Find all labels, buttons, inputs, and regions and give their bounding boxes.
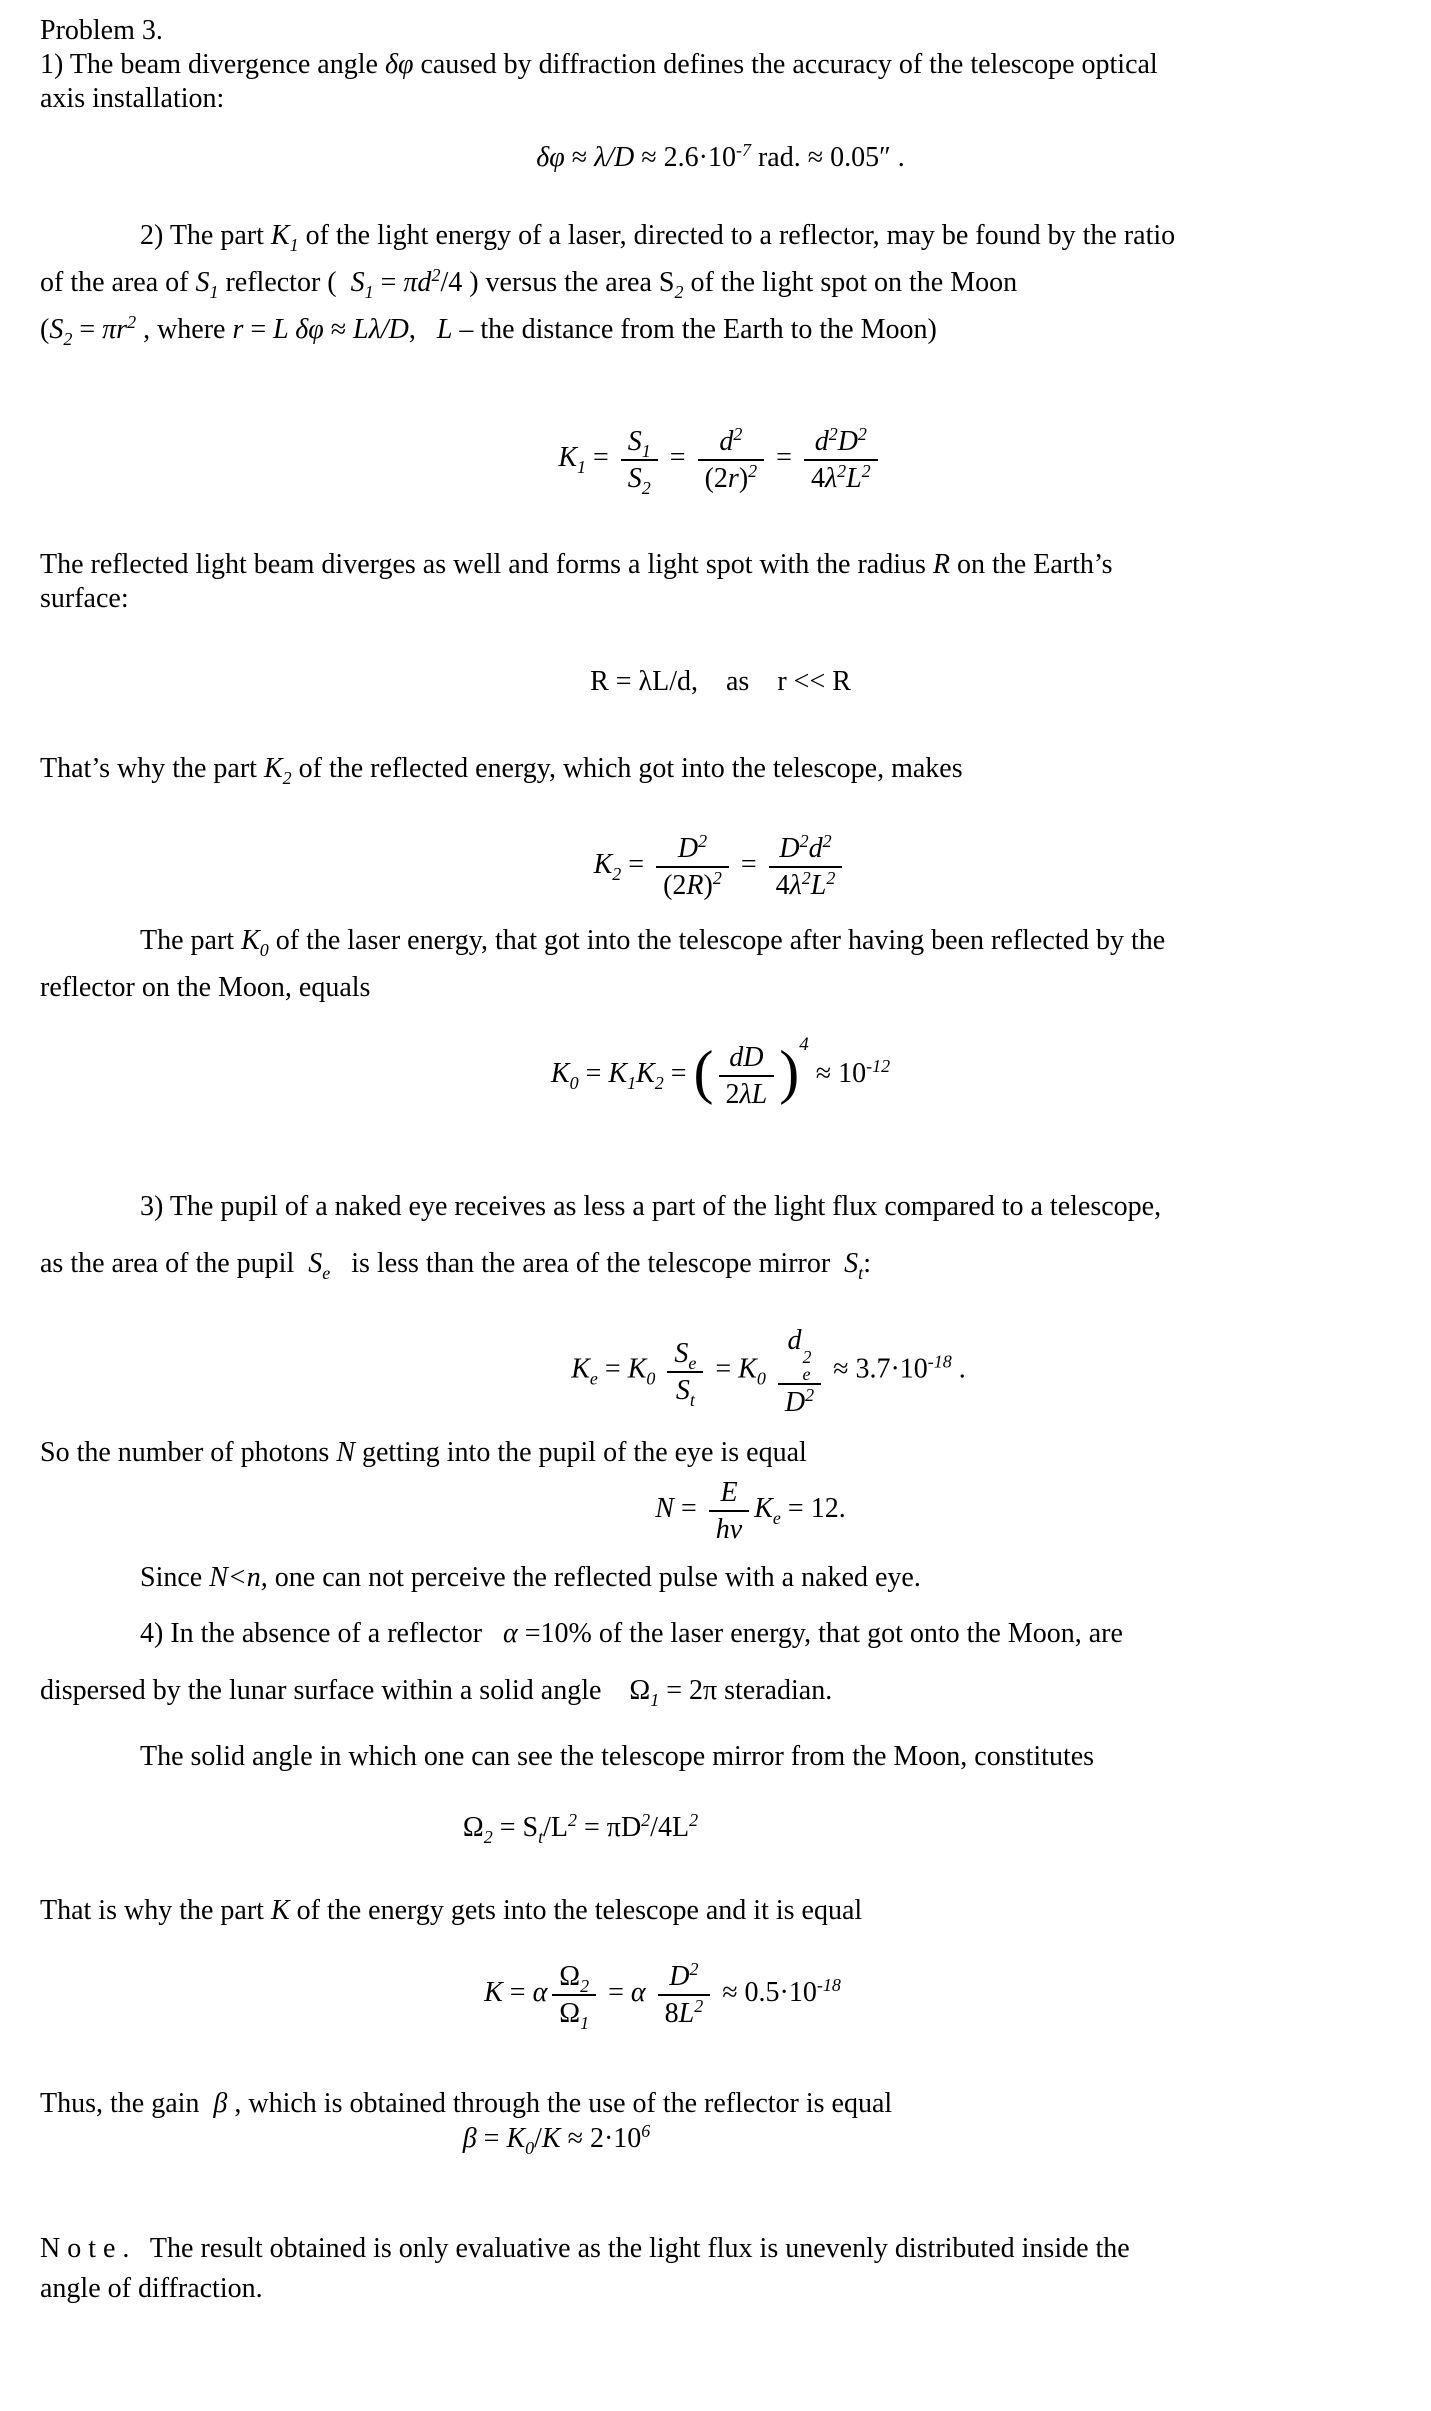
formula-r: R = λL/d, as r << R [590,666,851,697]
formula-k2: $K_2$ = $\frac{D^2}{(2R)^2}$ = $\frac{D^2d^2}{4\lambda^2L^2}$ [40,830,1401,903]
para-3-pupil: 3) The pupil of a naked eye receives as less a part of the light flux compared to a telescope, as the area of the pupil $S_e$ is less than the area of the telescope mirror $S_t$: [40,1191,1162,1283]
formula-beta: $\beta = K_0/K \approx 2\cdot 10^6$ [462,2121,651,2158]
para-4-absence: 4) In the absence of a reflector α =10% of the laser energy, that got onto the Moon, are dispersed by the lunar surface within a solid angle $\Omega_1 = 2\pi$ steradian. [40,1618,1123,1710]
problem-title: Problem 3. [40,15,163,46]
para-since: Since N<n, one can not perceive the reflected pulse with a naked eye. [140,1562,921,1593]
formula-ke: $K_e = K_0$ $\frac{S_e}{S_t}$ = $K_0$ d 2 e $D^2$ ≈ $3.7\cdot 10^{-18}$ . [88,1322,1431,1420]
para-reflected-beam: The reflected light beam diverges as well and forms a light spot with the radius R on the Earth’s surface: [40,549,1113,614]
para-part-k: That is why the part K of the energy gets into the telescope and it is equal [40,1895,863,1926]
para-part-k0: The part $K_0$ of the laser energy, that got into the telescope after having been reflected by the reflector on the Moon, equals [40,925,1166,1003]
formula-k1: $K_1$ = $\frac{S_1}{S_2}$ = $\frac{d^2}{(2r)^2}$ = $\frac{d^2D^2}{4\lambda^2L^2}$ [40,423,1401,496]
para-gain: Thus, the gain β , which is obtained through the use of the reflector is equal [40,2088,893,2119]
formula-k: K = α $\frac{\Omega_2}{\Omega_1}$ = α $\frac{D^2}{8L^2}$ ≈ $0.5\cdot 10^{-18}$ [484,1959,841,2033]
para-solid-angle: The solid angle in which one can see the telescope mirror from the Moon, constitutes [140,1741,1095,1772]
para-1-beam-divergence: 1) The beam divergence angle δφ caused by diffraction defines the accuracy of the telescope optical axis installation: [40,49,1158,114]
para-note: Note. The result obtained is only evaluative as the light flux is unevenly distributed inside the angle of diffraction. [40,2233,1130,2304]
formula-n: N = $\frac{E}{h\nu}$ $K_e = 12$. [70,1474,1431,1547]
formula-delta-phi: $\delta\varphi \approx \lambda/D \approx 2.6\cdot 10^{-7}$ rad. ≈ 0.05″ . [536,140,905,173]
para-2-part-k1: 2) The part $K_1$ of the light energy of a laser, directed to a reflector, may be found by the ratio of the area of $S_1$ reflector ( $S_1 = \pi d^2/4$ ) versus the area $S_2$ of the light spot on the Moon ($S_2 = \pi r^2$ , where r = L δφ ≈ Lλ/D, L – the distance from the Earth to the Moon) [40,220,1176,349]
formula-omega2: $\Omega_2 = S_t/L^2 = \pi D^2/4L^2$ [462,1810,699,1847]
formula-k0: $K_0 = K_1K_2$ = ( $\frac{dD}{2\lambda L}$ )$^4 \approx 10^{-12}$ [550,1033,891,1110]
para-part-k2: That’s why the part $K_2$ of the reflected energy, which got into the telescope, makes [40,753,963,788]
para-photons: So the number of photons N getting into the pupil of the eye is equal [40,1437,807,1468]
